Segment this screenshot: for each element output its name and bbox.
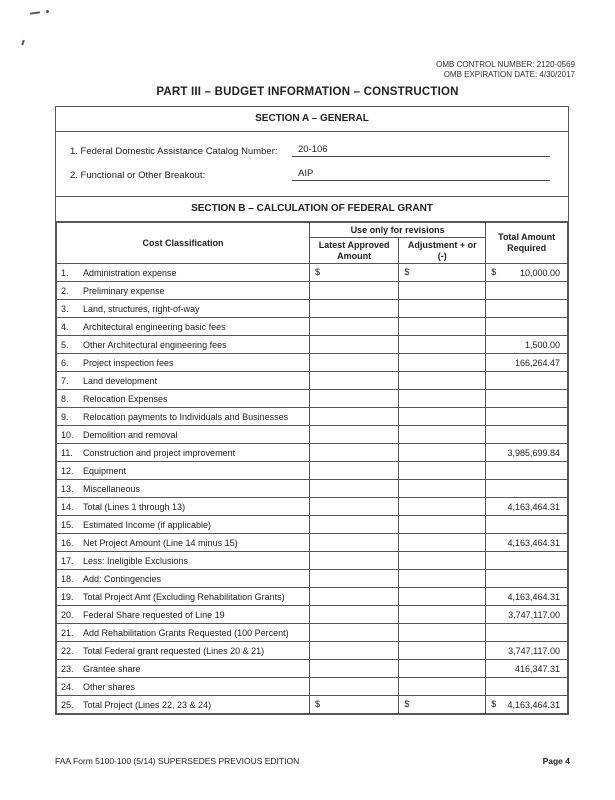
total-amount-cell: 416,347.31 (486, 660, 568, 678)
latest-approved-cell (309, 426, 398, 444)
table-row (57, 426, 568, 444)
total-amount-cell (486, 624, 568, 642)
field-label: 2. Functional or Other Breakout: (70, 170, 206, 181)
cost-classification-cell: 2. Preliminary expense (57, 282, 310, 300)
cost-classification-cell: 11. Construction and project improvement (57, 444, 310, 462)
footer-page-number: Page 4 (542, 756, 570, 766)
table-row (57, 570, 568, 588)
latest-approved-cell (309, 480, 398, 498)
cost-classification-cell: 18. Add: Contingencies (57, 570, 310, 588)
total-amount-cell: 4,163,464.31 (486, 534, 568, 552)
page-title: PART III – BUDGET INFORMATION – CONSTRUCTION (156, 86, 459, 98)
total-amount-cell (486, 462, 568, 480)
total-amount-cell (486, 570, 568, 588)
latest-approved-cell (309, 462, 398, 480)
table-row (57, 480, 568, 498)
header-revisions-group: Use only for revisions (309, 223, 485, 238)
total-amount-cell (486, 372, 568, 390)
cost-classification-cell: 6. Project inspection fees (57, 354, 310, 372)
adjustment-cell (399, 642, 486, 660)
form-box (55, 106, 569, 715)
cost-classification-cell: 9. Relocation payments to Individuals and Businesses (57, 408, 310, 426)
adjustment-cell (399, 552, 486, 570)
cost-table (56, 222, 568, 714)
table-row (57, 552, 568, 570)
cost-classification-cell: 4. Architectural engineering basic fees (57, 318, 310, 336)
table-row (57, 678, 568, 696)
latest-approved-cell (309, 552, 398, 570)
total-amount-cell: 3,985,699.84 (486, 444, 568, 462)
adjustment-cell (399, 570, 486, 588)
total-amount-cell: 3,747,117.00 (486, 642, 568, 660)
section-a-fields (56, 132, 568, 196)
header-total-amount: Total Amount Required (486, 223, 568, 264)
adjustment-cell: $ (399, 696, 486, 714)
latest-approved-cell (309, 300, 398, 318)
table-row (57, 624, 568, 642)
table-row (57, 408, 568, 426)
total-amount-cell (486, 426, 568, 444)
latest-approved-cell (309, 588, 398, 606)
latest-approved-cell (309, 318, 398, 336)
cost-classification-cell: 14. Total (Lines 1 through 13) (57, 498, 310, 516)
adjustment-cell (399, 660, 486, 678)
adjustment-cell (399, 300, 486, 318)
latest-approved-cell (309, 498, 398, 516)
latest-approved-cell: $ (309, 696, 398, 714)
scan-artifact (30, 11, 40, 14)
latest-approved-cell (309, 660, 398, 678)
adjustment-cell (399, 588, 486, 606)
adjustment-cell (399, 462, 486, 480)
cost-classification-cell: 22. Total Federal grant requested (Lines 20 & 21) (57, 642, 310, 660)
cost-classification-cell: 12. Equipment (57, 462, 310, 480)
scan-artifact (46, 10, 49, 13)
adjustment-cell (399, 516, 486, 534)
latest-approved-cell (309, 282, 398, 300)
total-amount-cell: $ 4,163,464.31 (486, 696, 568, 714)
header-cost-classification: Cost Classification (57, 223, 310, 264)
breakout-value: AIP (292, 168, 550, 181)
total-amount-cell (486, 480, 568, 498)
cost-classification-cell: 3. Land, structures, right-of-way (57, 300, 310, 318)
adjustment-cell (399, 480, 486, 498)
cost-classification-cell: 25. Total Project (Lines 22, 23 & 24) (57, 696, 310, 714)
table-row (57, 660, 568, 678)
total-amount-cell: 1,500.00 (486, 336, 568, 354)
table-row (57, 354, 568, 372)
table-row (57, 642, 568, 660)
cost-classification-cell: 23. Grantee share (57, 660, 310, 678)
adjustment-cell (399, 318, 486, 336)
omb-control-number: OMB CONTROL NUMBER: 2120-0569 (436, 60, 575, 69)
table-row (57, 264, 568, 282)
adjustment-cell (399, 354, 486, 372)
table-row (57, 282, 568, 300)
adjustment-cell (399, 282, 486, 300)
cost-table-body (57, 264, 568, 714)
header-latest-approved: Latest Approved Amount (309, 238, 398, 264)
latest-approved-cell (309, 444, 398, 462)
adjustment-cell (399, 498, 486, 516)
cost-classification-cell: 15. Estimated Income (if applicable) (57, 516, 310, 534)
table-row (57, 588, 568, 606)
adjustment-cell (399, 678, 486, 696)
table-row (57, 462, 568, 480)
cost-classification-cell: 20. Federal Share requested of Line 19 (57, 606, 310, 624)
adjustment-cell (399, 390, 486, 408)
cost-classification-cell: 1. Administration expense (57, 264, 310, 282)
table-row (57, 444, 568, 462)
header-adjustment: Adjustment + or (-) (399, 238, 486, 264)
cost-table-head (57, 223, 568, 264)
adjustment-cell (399, 336, 486, 354)
table-row (57, 300, 568, 318)
page-footer (55, 756, 570, 766)
latest-approved-cell (309, 642, 398, 660)
section-b-header: SECTION B – CALCULATION OF FEDERAL GRANT (56, 196, 568, 222)
cost-classification-cell: 21. Add Rehabilitation Grants Requested (100 Percent) (57, 624, 310, 642)
total-amount-cell: 4,163,464.31 (486, 498, 568, 516)
latest-approved-cell: $ (309, 264, 398, 282)
total-amount-cell (486, 552, 568, 570)
catalog-number-value: 20-106 (292, 144, 550, 157)
total-amount-cell (486, 318, 568, 336)
table-row (57, 336, 568, 354)
field-catalog-number (70, 144, 558, 157)
total-amount-cell: 3,747,117.00 (486, 606, 568, 624)
adjustment-cell (399, 606, 486, 624)
cost-classification-cell: 10. Demolition and removal (57, 426, 310, 444)
field-label: 1. Federal Domestic Assistance Catalog Number: (70, 146, 278, 157)
adjustment-cell: $ (399, 264, 486, 282)
latest-approved-cell (309, 408, 398, 426)
total-amount-cell (486, 408, 568, 426)
total-amount-cell: $ 10,000.00 (486, 264, 568, 282)
omb-expiration-date: OMB EXPIRATION DATE: 4/30/2017 (443, 70, 575, 79)
cost-classification-cell: 5. Other Architectural engineering fees (57, 336, 310, 354)
table-row (57, 516, 568, 534)
table-row (57, 372, 568, 390)
total-amount-cell (486, 300, 568, 318)
table-row (57, 606, 568, 624)
total-amount-cell: 4,163,464.31 (486, 588, 568, 606)
field-functional-breakout (70, 168, 558, 181)
cost-classification-cell: 19. Total Project Amt (Excluding Rehabilitation Grants) (57, 588, 310, 606)
latest-approved-cell (309, 372, 398, 390)
total-amount-cell (486, 390, 568, 408)
latest-approved-cell (309, 570, 398, 588)
total-amount-cell: 166,264.47 (486, 354, 568, 372)
latest-approved-cell (309, 336, 398, 354)
cost-classification-cell: 16. Net Project Amount (Line 14 minus 15) (57, 534, 310, 552)
table-row (57, 498, 568, 516)
total-amount-cell (486, 678, 568, 696)
adjustment-cell (399, 426, 486, 444)
table-row (57, 696, 568, 714)
latest-approved-cell (309, 516, 398, 534)
cost-classification-cell: 8. Relocation Expenses (57, 390, 310, 408)
section-a-header: SECTION A – GENERAL (56, 107, 568, 132)
table-row (57, 390, 568, 408)
latest-approved-cell (309, 624, 398, 642)
adjustment-cell (399, 534, 486, 552)
total-amount-cell (486, 282, 568, 300)
latest-approved-cell (309, 678, 398, 696)
table-row (57, 318, 568, 336)
footer-form-id: FAA Form 5100-100 (5/14) SUPERSEDES PREVIOUS EDITION (55, 756, 300, 766)
adjustment-cell (399, 372, 486, 390)
latest-approved-cell (309, 390, 398, 408)
scan-artifact (21, 40, 25, 45)
cost-classification-cell: 17. Less: Ineligible Exclusions (57, 552, 310, 570)
cost-classification-cell: 13. Miscellaneous (57, 480, 310, 498)
omb-block (436, 60, 575, 80)
adjustment-cell (399, 444, 486, 462)
latest-approved-cell (309, 354, 398, 372)
total-amount-cell (486, 516, 568, 534)
table-row (57, 534, 568, 552)
adjustment-cell (399, 624, 486, 642)
cost-classification-cell: 7. Land development (57, 372, 310, 390)
latest-approved-cell (309, 534, 398, 552)
adjustment-cell (399, 408, 486, 426)
cost-classification-cell: 24. Other shares (57, 678, 310, 696)
latest-approved-cell (309, 606, 398, 624)
